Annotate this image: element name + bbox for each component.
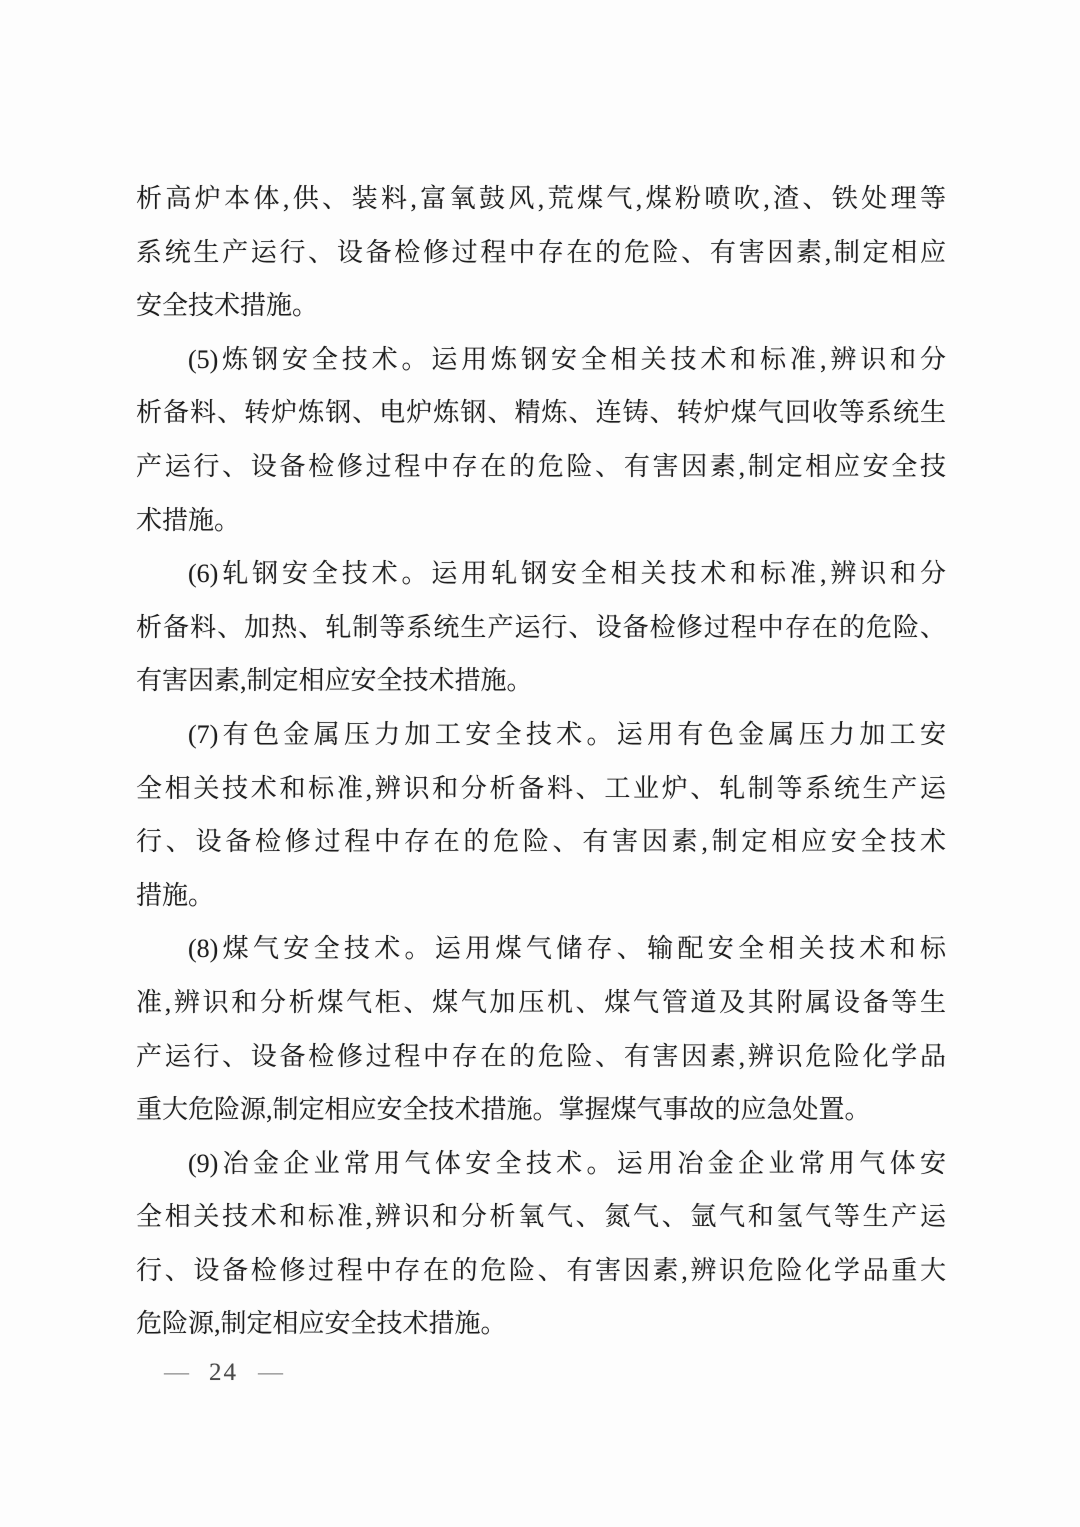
text-line: (9)冶金企业常用气体安全技术。运用冶金企业常用气体安 xyxy=(188,1148,946,1178)
text-line: (6)轧钢安全技术。运用轧钢安全相关技术和标准,辨识和分 xyxy=(188,559,946,589)
text-line: 系统生产运行、设备检修过程中存在的危险、有害因素,制定相应 xyxy=(136,237,946,267)
text-line: 全相关技术和标准,辨识和分析备料、工业炉、轧制等系统生产运 xyxy=(136,773,946,803)
text-line: 析备料、转炉炼钢、电炉炼钢、精炼、连铸、转炉煤气回收等系统生 xyxy=(136,398,946,428)
text-line: 重大危险源,制定相应安全技术措施。掌握煤气事故的应急处置。 xyxy=(136,1095,871,1125)
text-line: 准,辨识和分析煤气柜、煤气加压机、煤气管道及其附属设备等生 xyxy=(136,987,946,1017)
text-line: 产运行、设备检修过程中存在的危险、有害因素,辨识危险化学品 xyxy=(136,1041,946,1071)
text-line: 安全技术措施。 xyxy=(136,291,319,321)
text-line: (8)煤气安全技术。运用煤气储存、输配安全相关技术和标 xyxy=(188,934,946,964)
text-line: 行、设备检修过程中存在的危险、有害因素,辨识危险化学品重大 xyxy=(136,1255,946,1285)
text-line: (5)炼钢安全技术。运用炼钢安全相关技术和标准,辨识和分 xyxy=(188,344,946,374)
text-line: 有害因素,制定相应安全技术措施。 xyxy=(136,666,533,696)
footer-right-dash: — xyxy=(258,1358,283,1386)
text-block xyxy=(136,172,946,1351)
page-footer xyxy=(164,1352,283,1392)
footer-left-dash: — xyxy=(164,1358,189,1386)
text-line: 全相关技术和标准,辨识和分析氧气、氮气、氩气和氢气等生产运 xyxy=(136,1202,946,1232)
text-line: (7)有色金属压力加工安全技术。运用有色金属压力加工安 xyxy=(188,719,946,749)
text-line: 危险源,制定相应安全技术措施。 xyxy=(136,1309,507,1339)
text-line: 术措施。 xyxy=(136,505,241,535)
text-line: 行、设备检修过程中存在的危险、有害因素,制定相应安全技术 xyxy=(136,827,946,857)
text-line: 产运行、设备检修过程中存在的危险、有害因素,制定相应安全技 xyxy=(136,451,946,481)
text-line: 措施。 xyxy=(136,880,215,910)
page-number: 24 xyxy=(209,1358,238,1386)
text-line: 析备料、加热、轧制等系统生产运行、设备检修过程中存在的危险、 xyxy=(136,612,946,642)
text-line: 析高炉本体,供、装料,富氧鼓风,荒煤气,煤粉喷吹,渣、铁处理等 xyxy=(136,184,946,213)
